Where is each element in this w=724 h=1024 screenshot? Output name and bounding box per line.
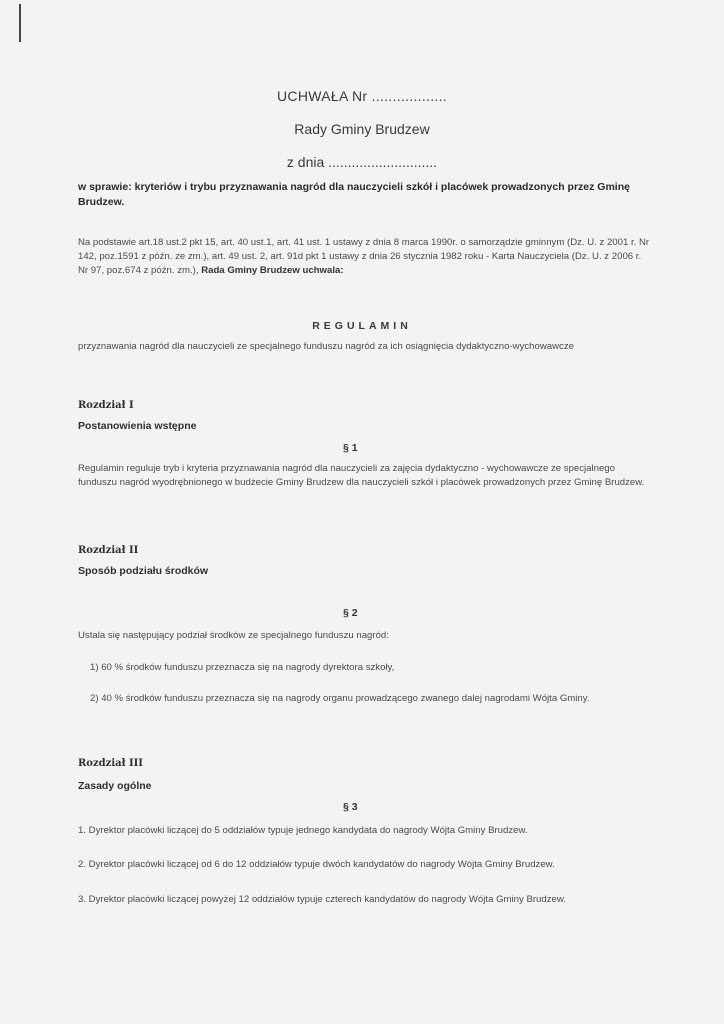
paragraph-1-mark: § 1 — [343, 442, 358, 454]
paragraph-2-mark: § 2 — [343, 607, 358, 619]
paragraph-2-item-2: 2) 40 % środków funduszu przeznacza się na nagrody organu prowadzącego zwanego dalej nagrodami Wójta Gminy. — [90, 693, 590, 704]
chapter-3-label: Rozdział III — [78, 758, 143, 769]
scan-edge-mark — [19, 4, 21, 42]
legal-basis — [78, 236, 653, 278]
chapter-1-name: Postanowienia wstępne — [78, 420, 197, 432]
council-name: Rady Gminy Brudzew — [294, 121, 430, 137]
paragraph-2-item-1: 1) 60 % środków funduszu przeznacza się na nagrody dyrektora szkoły, — [90, 662, 395, 673]
chapter-2-name: Sposób podziału środków — [78, 565, 209, 577]
paragraph-3-item-3: 3. Dyrektor placówki liczącej powyżej 12 oddziałów typuje czterech kandydatów do nagrody Wójta Gminy Brudzew. — [78, 894, 566, 905]
resolution-date: z dnia ............................ — [286, 154, 438, 170]
paragraph-3-item-1: 1. Dyrektor placówki liczącej do 5 oddziałów typuje jednego kandydata do nagrody Wójta Gminy Brudzew. — [78, 825, 528, 836]
legal-basis-text: Na podstawie art.18 ust.2 pkt 15, art. 40 ust.1, art. 41 ust. 1 ustawy z dnia 8 marca 1990r. o samorządzie gminnym (Dz. U. z 2001 r. Nr 142, poz.1591 z późn. ze zm.), art. 49 ust. 2, art. 91d pkt 1 ustawy z dnia 26 stycznia 1982 roku - Karta Nauczyciela (Dz. U. z 2006 r. Nr 97, poz.674 z późn. zm.), — [78, 237, 650, 276]
resolution-title: UCHWAŁA Nr .................. — [277, 88, 447, 104]
chapter-1-label: Rozdział I — [78, 400, 134, 411]
regulation-title: REGULAMIN — [312, 320, 412, 332]
paragraph-2-intro: Ustala się następujący podział środków ze specjalnego funduszu nagród: — [78, 630, 389, 641]
legal-basis-enactment: Rada Gminy Brudzew uchwala: — [201, 265, 344, 276]
chapter-3-name: Zasady ogólne — [78, 780, 152, 792]
resolution-subject: w sprawie: kryteriów i trybu przyznawania nagród dla nauczycieli szkół i placówek prowadzonych przez Gminę Brudzew. — [78, 181, 630, 208]
paragraph-3-item-2: 2. Dyrektor placówki liczącej od 6 do 12 oddziałów typuje dwóch kandydatów do nagrody Wójta Gminy Brudzew. — [78, 859, 555, 870]
chapter-2-label: Rozdział II — [78, 545, 139, 556]
paragraph-3-mark: § 3 — [343, 801, 358, 813]
regulation-subtitle: przyznawania nagród dla nauczycieli ze specjalnego funduszu nagród za ich osiągnięcia dydaktyczno-wychowawcze — [78, 341, 574, 352]
paragraph-1-text: Regulamin reguluje tryb i kryteria przyznawania nagród dla nauczycieli za zajęcia dydaktyczno - wychowawcze ze specjalnego funduszu nagród wyodrębnionego w budżecie Gminy Brudzew dla nauczycieli szkół i placówek prowadzonych przez Gminę Brudzew. — [78, 463, 645, 488]
